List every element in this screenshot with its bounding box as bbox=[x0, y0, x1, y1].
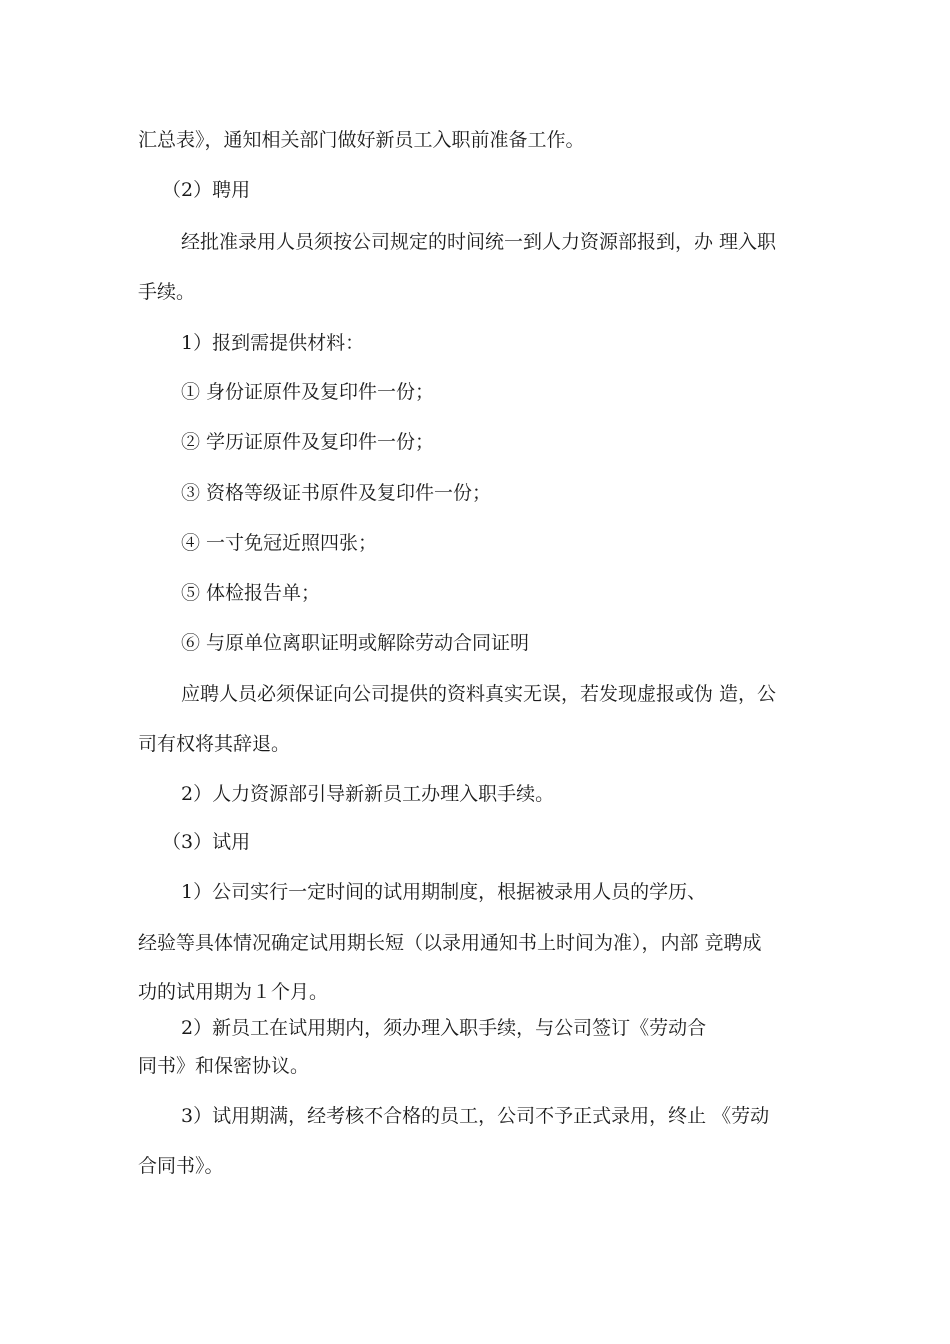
text-line: 司有权将其辞退。 bbox=[138, 733, 291, 755]
text-line: 同书》和保密协议。 bbox=[138, 1055, 310, 1077]
list-item: ③ 资格等级证书原件及复印件一份； bbox=[181, 482, 492, 504]
text-line: 功的试用期为１个月。 bbox=[138, 981, 329, 1003]
list-item: ④ 一寸免冠近照四张； bbox=[181, 532, 378, 554]
text-line: 2）新员工在试用期内，须办理入职手续，与公司签订《劳动合 bbox=[181, 1017, 707, 1039]
text-line: 2）人力资源部引导新新员工办理入职手续。 bbox=[181, 783, 555, 805]
list-item: ⑤ 体检报告单； bbox=[181, 582, 321, 604]
text-line: 汇总表》，通知相关部门做好新员工入职前准备工作。 bbox=[138, 129, 585, 151]
text-line: 经批准录用人员须按公司规定的时间统一到人力资源部报到，办 理入职 bbox=[181, 231, 777, 253]
text-line: 手续。 bbox=[138, 281, 196, 303]
list-item: ⑥ 与原单位离职证明或解除劳动合同证明 bbox=[181, 632, 530, 654]
text-line: 应聘人员必须保证向公司提供的资料真实无误，若发现虚报或伪 造，公 bbox=[181, 683, 777, 705]
list-item: ② 学历证原件及复印件一份； bbox=[181, 431, 435, 453]
text-line: 1）公司实行一定时间的试用期制度，根据被录用人员的学历、 bbox=[181, 881, 707, 903]
list-item: ① 身份证原件及复印件一份； bbox=[181, 381, 435, 403]
text-line: 合同书》。 bbox=[138, 1155, 224, 1177]
text-line: 经验等具体情况确定试用期长短（以录用通知书上时间为准），内部 竞聘成 bbox=[138, 932, 762, 954]
list-heading: 1）报到需提供材料： bbox=[181, 332, 365, 354]
section-heading-hiring: （2）聘用 bbox=[162, 179, 251, 201]
text-line: 3）试用期满，经考核不合格的员工，公司不予正式录用，终止 《劳动 bbox=[181, 1105, 770, 1127]
section-heading-probation: （3）试用 bbox=[162, 831, 251, 853]
